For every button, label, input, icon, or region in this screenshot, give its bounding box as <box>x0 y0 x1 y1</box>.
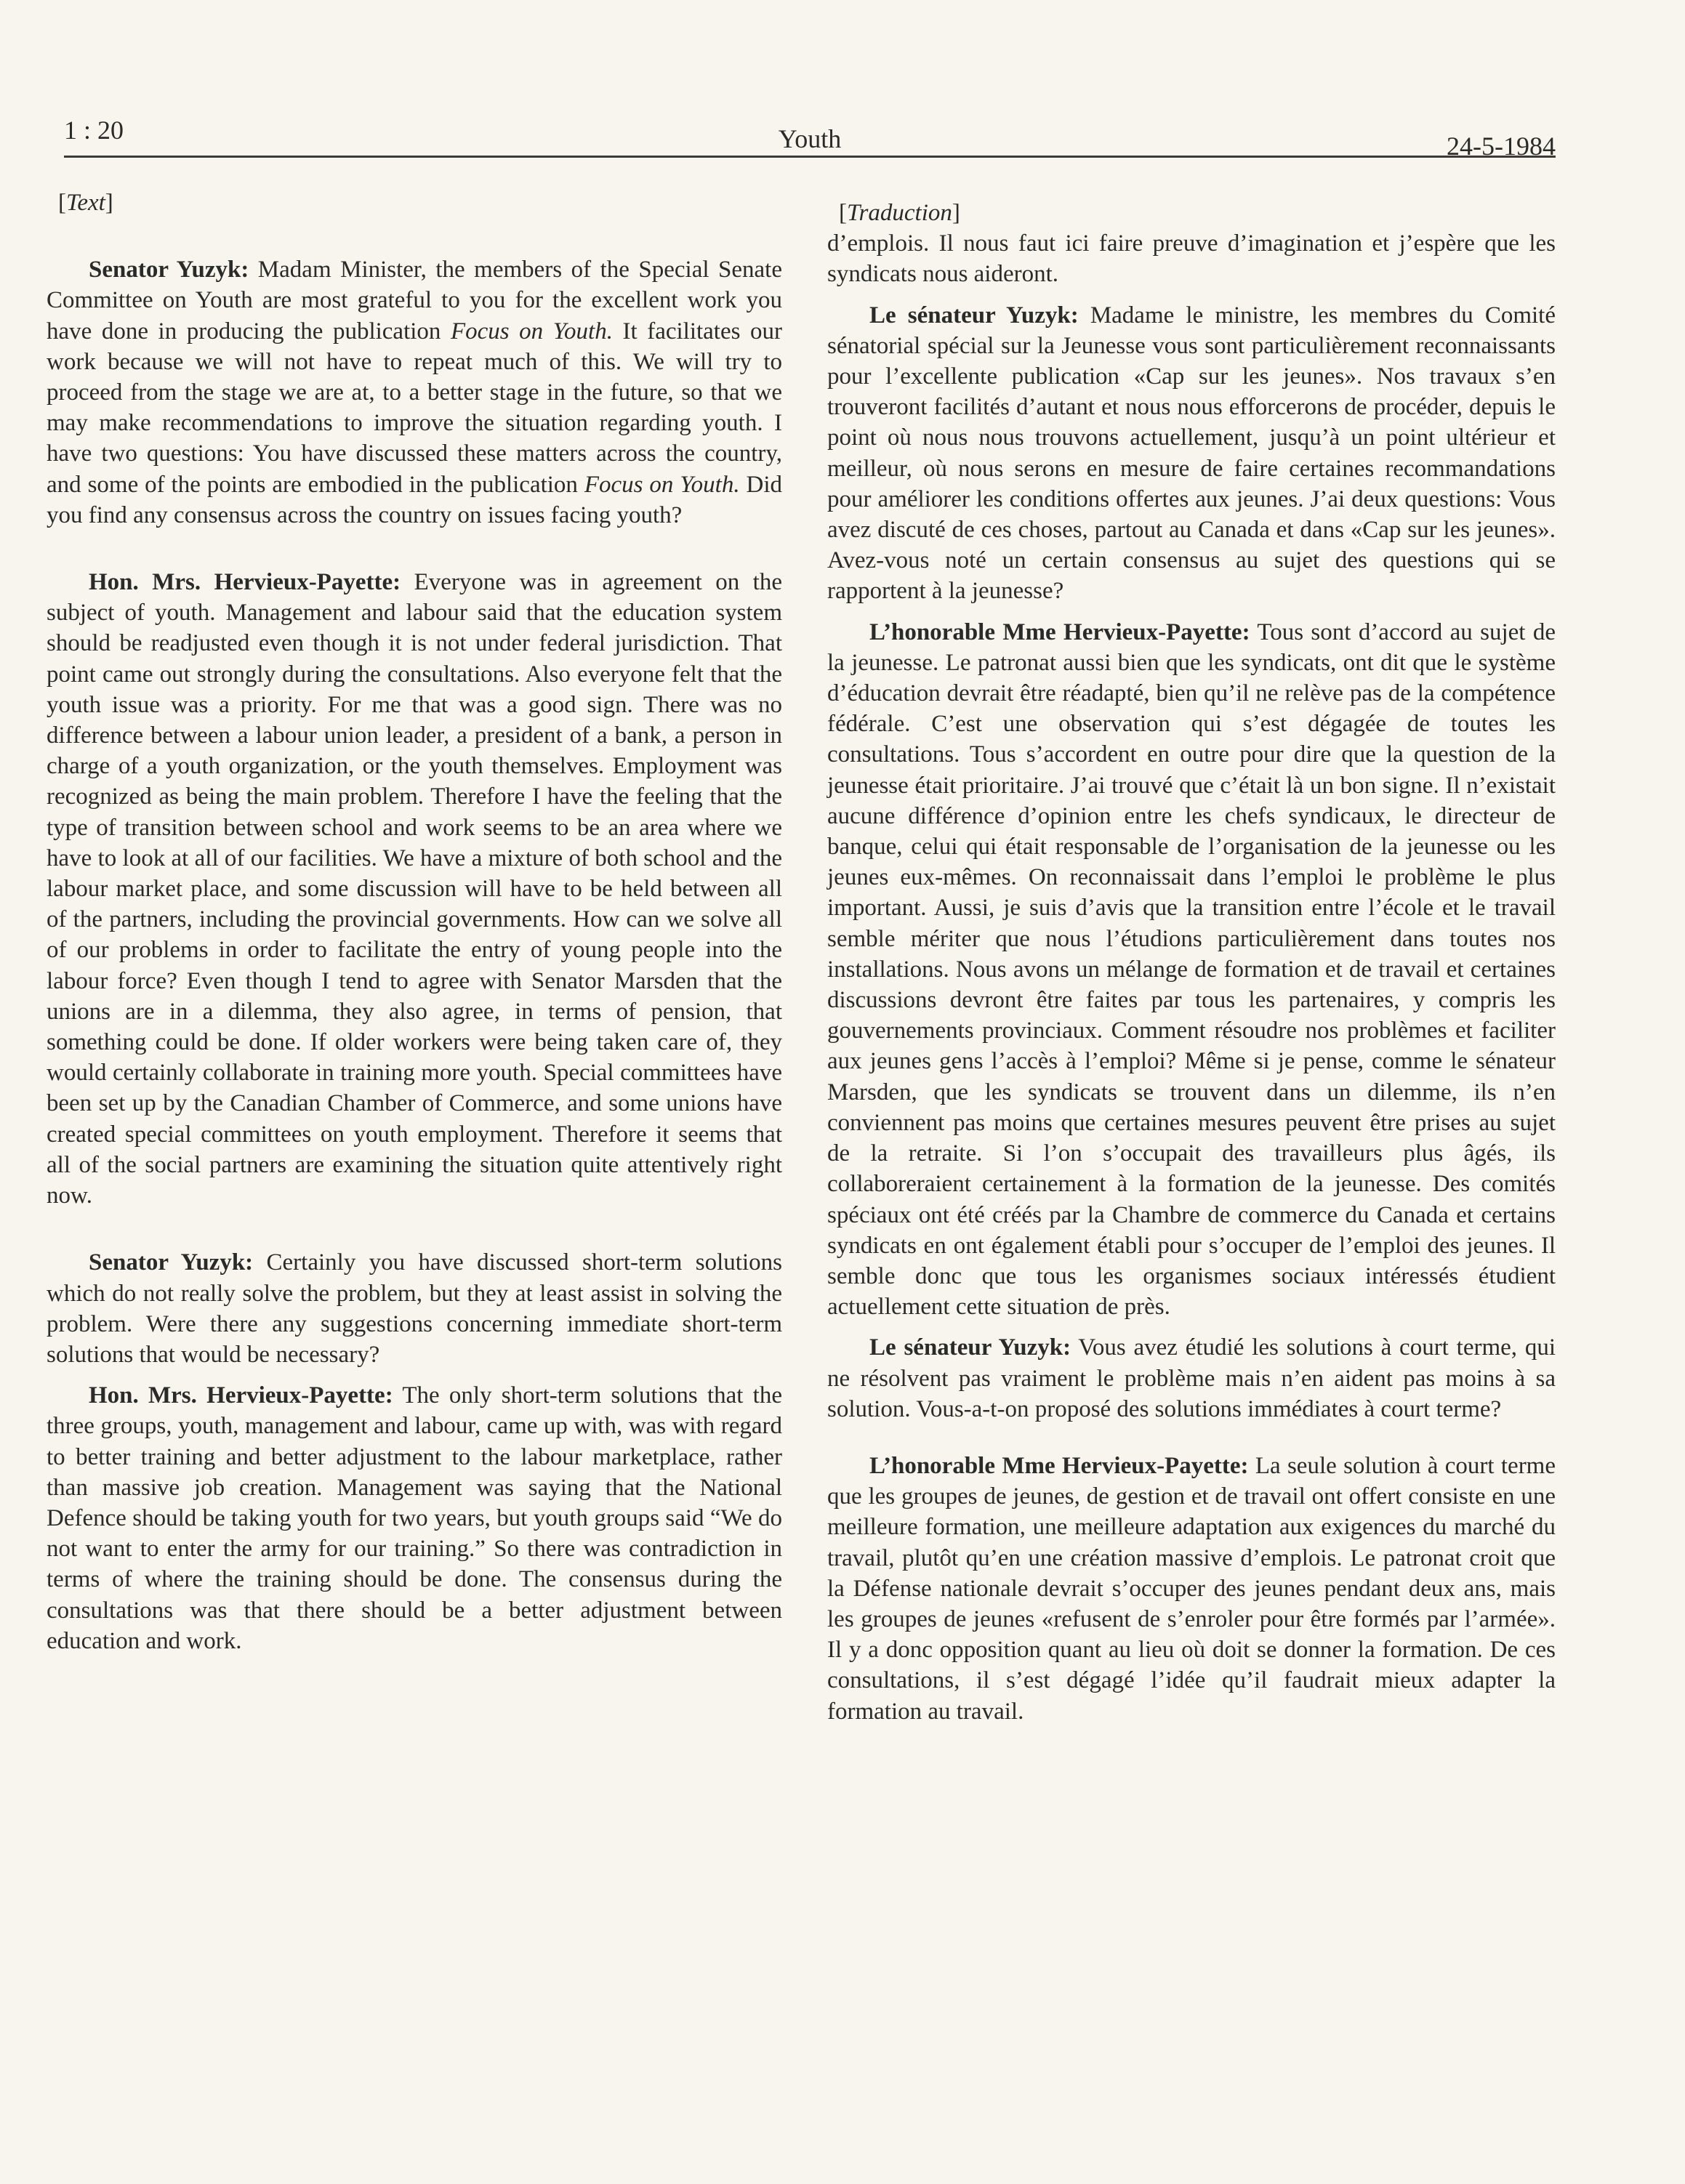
page-number: 1 : 20 <box>64 116 124 145</box>
paragraph-hervieux-payette-answer-1-fr: L’honorable Mme Hervieux-Payette: Tous sont d’accord au sujet de la jeunesse. Le patronat aussi bien que les syndicats, ont dit que le système d’éducation devrait être réadapté, bien qu’il ne relève pas de la compétence fédérale. C’est une observation qui s’est dégagée de toutes les consultations. Tous s’accordent en outre pour dire que la question de la jeunesse était prioritaire. J’ai trouvé que c’était là un bon signe. Il n’existait aucune différence d’opinion entre les chefs syndicaux, le directeur de banque, celui qui était responsable de l’organisation de la jeunesse ou les jeunes eux-mêmes. On reconnaissait dans l’emploi le problème le plus important. Aussi, je suis d’avis que la transition entre l’école et le travail semble mériter que nous l’étudions particulièrement dans toutes nos installations. Nous avons un mélange de formation et de travail et certaines discussions devront être faites par tous les partenaires, y compris les gouvernements provinciaux. Comment résoudre nos problèmes et faciliter aux jeunes gens l’accès à l’emploi? Même si je pense, comme le sénateur Marsden, que les syndicats se trouvent dans un dilemme, ils n’en conviennent pas moins que certaines mesures peuvent être prises au sujet de la retraite. Si l’on s’occupait des travailleurs plus âgés, ils collaboreraient certainement à la formation de la jeunesse. Des comités spéciaux ont été créés par la Chambre de commerce du Canada et certains syndicats en ont également établi pour s’occuper de l’emploi des jeunes. Il semble donc que tous les organismes sociaux intéressés étudient actuellement cette situation de près. <box>827 618 1556 1321</box>
running-header <box>64 110 1556 161</box>
running-title: Youth <box>778 124 842 153</box>
paragraph-hervieux-payette-answer-2: Hon. Mrs. Hervieux-Payette: The only short-term solutions that the three groups, youth, management and labour, came up with, was with regard to better training and better adjustment to the labour marketplace, rather than massive job creation. Management was saying that the National Defence should be taking youth for two years, but youth groups said “We do not want to enter the army for our training.” So there was contradiction in terms of where the training should be done. The consensus during the consultations was that there should be a better adjustment between education and work. <box>47 1382 782 1654</box>
paragraph-yuzyk-question-2: Senator Yuzyk: Certainly you have discussed short-term solutions which do not really solve the problem, but they at least assist in solving the problem. Were there any suggestions concerning immediate short-term solutions that would be necessary? <box>47 1249 782 1368</box>
section-tag-traduction: [Traduction] <box>839 200 960 226</box>
header-date: 24-5-1984 <box>1447 132 1556 161</box>
paragraph-yuzyk-question-1: Senator Yuzyk: Madam Minister, the members of the Special Senate Committee on Youth are most grateful to you for the excellent work you have done in producing the publication Focus on Youth. It facilitates our work because we will not have to repeat much of this. We will try to proceed from the stage we are at, to a better stage in the future, so that we may make recommendations to improve the situation regarding youth. I have two questions: You have discussed these matters across the country, and some of the points are embodied in the publication Focus on Youth. Did you find any consensus across the country on issues facing youth? <box>47 257 783 528</box>
speaker-name: Senator Yuzyk: <box>89 257 249 283</box>
paragraph-yuzyk-question-1-fr: Le sénateur Yuzyk: Madame le ministre, les membres du Comité sénatorial spécial sur la Jeunesse vous sont particulièrement reconnaissants pour l’excellente publication «Cap sur les jeunes». Nos travaux s’en trouveront facilités d’autant et nous nous efforcerons de procéder, depuis le point où nous nous trouvons actuellement, jusqu’à un point ultérieur et meilleur, où nous serons en mesure de faire certaines recommandations pour améliorer les conditions offertes aux jeunes. J’ai deux questions: Vous avez discuté de ces choses, partout au Canada et dans «Cap sur les jeunes». Avez-vous noté un certain consensus au sujet des questions qui se rapportent à la jeunesse? <box>827 302 1556 605</box>
speaker-name: L’honorable Mme Hervieux-Payette: <box>869 618 1250 645</box>
paragraph-hervieux-payette-answer-2-fr: L’honorable Mme Hervieux-Payette: La seule solution à court terme que les groupes de jeunes, de gestion et de travail ont offert consiste en une meilleure formation, une meilleure adaptation aux exigences du marché du travail, plutôt qu’en une création massive d’emplois. Le patronat croit que la Défense nationale devrait s’occuper des jeunes pendant deux ans, mais les groupes de jeunes «refusent de s’enroler pour être formés par l’armée». Il y a donc opposition quant au lieu où doit se donner la formation. De ces consultations, il s’est dégagé l’idée qu’il faudrait mieux adapter la formation au travail. <box>827 1452 1556 1725</box>
publication-title: Focus on Youth. <box>450 318 613 344</box>
speaker-name: Senator Yuzyk: <box>89 1249 254 1276</box>
header-rule <box>64 156 1556 158</box>
speaker-name: L’honorable Mme Hervieux-Payette: <box>869 1452 1249 1479</box>
section-tag-text: [Text] <box>58 190 113 216</box>
paragraph-continuation: d’emplois. Il nous faut ici faire preuve d’imagination et j’espère que les syndicats nous aideront. <box>827 230 1556 288</box>
english-column <box>47 188 782 1656</box>
paragraph-hervieux-payette-answer-1: Hon. Mrs. Hervieux-Payette: Everyone was in agreement on the subject of youth. Management and labour said that the education system should be readjusted even though it is not under federal jurisdiction. That point came out strongly during the consultations. Also everyone felt that the youth issue was a priority. For me that was a good sign. There was no difference between a labour union leader, a president of a bank, a person in charge of a youth organization, or the youth themselves. Employment was recognized as being the main problem. Therefore I have the feeling that the type of transition between school and work seems to be an area where we have to look at all of our facilities. We have a mixture of both school and the labour market place, and some discussion will have to be held between all of the partners, including the provincial governments. How can we solve all of our problems in order to facilitate the entry of young people into the labour force? Even though I tend to agree with Senator Marsden that the unions are in a dilemma, they also agree, in terms of pension, that something could be done. If older workers were being taken care of, they would certainly collaborate in training more youth. Special committees have been set up by the Canadian Chamber of Commerce, and some unions have created special committees on youth employment. Therefore it seems that all of the social partners are examining the situation quite attentively right now. <box>47 569 782 1209</box>
paragraph-yuzyk-question-2-fr: Le sénateur Yuzyk: Vous avez étudié les solutions à court terme, qui ne résolvent pas vraiment le problème mais n’en aident pas moins à sa solution. Vous-a-t-on proposé des solutions immédiates à court terme? <box>827 1334 1556 1422</box>
speaker-name: Hon. Mrs. Hervieux-Payette: <box>89 1382 393 1409</box>
publication-title: Focus on Youth. <box>584 471 740 498</box>
french-column <box>827 198 1556 1727</box>
speaker-name: Hon. Mrs. Hervieux-Payette: <box>89 569 401 596</box>
speaker-name: Le sénateur Yuzyk: <box>869 302 1079 329</box>
speaker-name: Le sénateur Yuzyk: <box>869 1334 1071 1361</box>
